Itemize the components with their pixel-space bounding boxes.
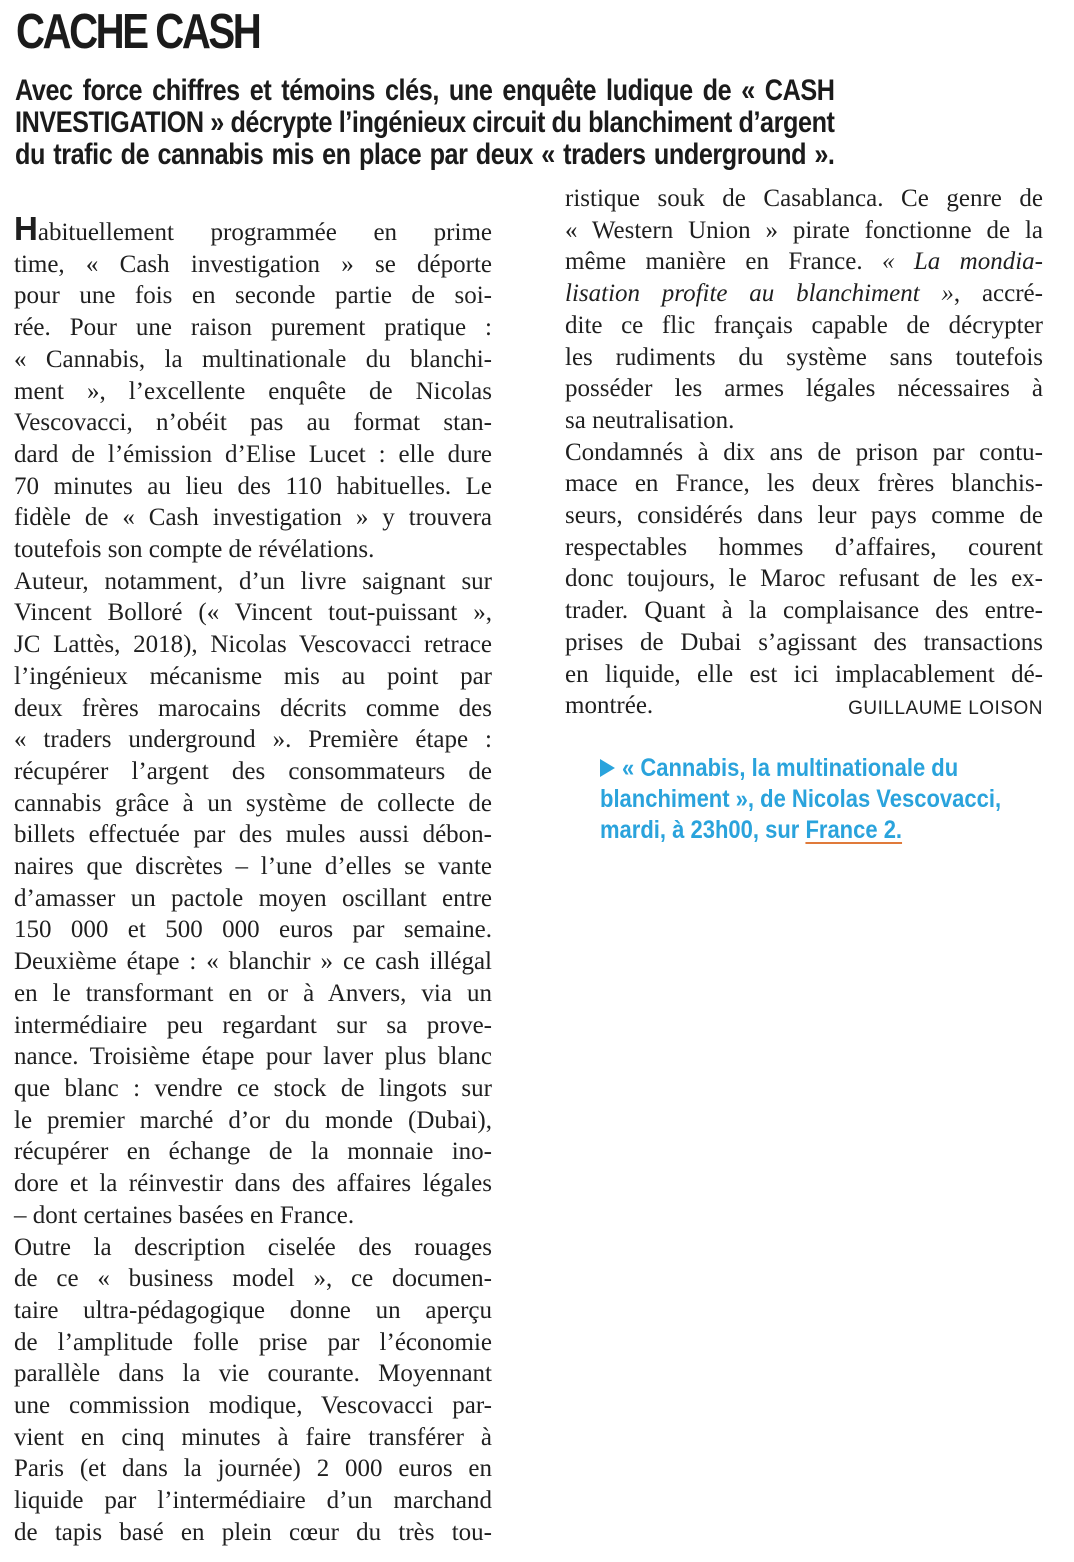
text-run: montrée. (565, 692, 654, 720)
text-line: de tapis basé en plein cœur du très tou- (14, 1518, 492, 1546)
text-line: nance. Troisième étape pour laver plus blanc (14, 1043, 492, 1071)
text-line: Paris (et dans la journée) 2 000 euros en (14, 1455, 492, 1483)
text-line: de l’amplitude folle prise par l’économie (14, 1328, 492, 1356)
text-line: en liquide, elle est ici implacablement dé- (565, 660, 1043, 688)
text-line: Condamnés à dix ans de prison par contu- (565, 438, 1043, 466)
text-line: dard de l’émission d’Elise Lucet : elle dure (14, 440, 492, 468)
text-line: ristique souk de Casablanca. Ce genre de (565, 185, 1043, 212)
lede-line: INVESTIGATION » décrypte l’ingénieux circuit du blanchiment d’argent (15, 106, 835, 139)
text-line: parallèle dans la vie courante. Moyennant (14, 1360, 492, 1388)
text-line: billets effectuée par des mules aussi débon- (14, 821, 492, 849)
text-line: donc toujours, le Maroc refusant de les ex- (565, 565, 1043, 593)
text-line: Auteur, notamment, d’un livre saignant sur (14, 567, 492, 595)
text-line: d’amasser un pactole moyen oscillant entre (14, 884, 492, 912)
text-line: que blanc : vendre ce stock de lingots sur (14, 1074, 492, 1102)
promo-text: « Cannabis, la multinationale du (622, 754, 959, 782)
text-line: rée. Pour une raison purement pratique : (14, 314, 492, 342)
text-line: 150 000 et 500 000 euros par semaine. (14, 916, 492, 944)
text-line: Vincent Bolloré (« Vincent tout-puissant », (14, 599, 492, 627)
text-line: mace en France, les deux frères blanchis- (565, 470, 1043, 498)
text-line: time, « Cash investigation » se déporte (14, 250, 492, 278)
text-line: dite ce flic français capable de décrypter (565, 311, 1043, 339)
lede-line: du trafic de cannabis mis en place par deux « traders underground ». (15, 138, 835, 171)
text-run: , accré- (953, 280, 1043, 308)
text-line (565, 690, 1043, 722)
text-line: en le transformant en or à Anvers, via un (14, 979, 492, 1007)
text-line: trader. Quant à la complaisance des entre- (565, 597, 1043, 625)
text-line: naires que discrètes – l’une d’elles se vante (14, 853, 492, 881)
drop-cap: H (14, 210, 38, 247)
text-line: fidèle de « Cash investigation » y trouvera (14, 504, 492, 532)
text-line: vient en cinq minutes à faire transférer à (14, 1423, 492, 1451)
text-line: « Cannabis, la multinationale du blanchi- (14, 345, 492, 373)
text-line: sa neutralisation. (565, 406, 735, 434)
text-line: JC Lattès, 2018), Nicolas Vescovacci retrace (14, 631, 492, 659)
text-line: Deuxième étape : « blanchir » ce cash illégal (14, 948, 492, 976)
quote-run: « La mondia- (882, 248, 1043, 276)
text-line: toutefois son compte de révélations. (14, 536, 375, 564)
text-line: respectables hommes d’affaires, courent (565, 533, 1043, 561)
text-line (14, 212, 492, 249)
text-run: même manière en France. (565, 248, 882, 276)
text-line: récupérer en échange de la monnaie ino- (14, 1138, 492, 1166)
text-line: récupérer l’argent des consommateurs de (14, 757, 492, 785)
text-line (565, 246, 1043, 278)
text-line: une commission modique, Vescovacci par- (14, 1392, 492, 1420)
text-line: Outre la description ciselée des rouages (14, 1233, 492, 1261)
text-line: 70 minutes au lieu des 110 habituelles. Le (14, 472, 492, 500)
text-line: le premier marché d’or du monde (Dubai), (14, 1106, 492, 1134)
text-line: les rudiments du système sans toutefois (565, 343, 1043, 371)
text-line: « traders underground ». Première étape : (14, 726, 492, 754)
channel-link[interactable]: France 2. (805, 816, 903, 844)
text-line: « Western Union » pirate fonctionne de la (565, 216, 1043, 244)
promo-box (600, 753, 1001, 846)
text-line: taire ultra-pédagogique donne un aperçu (14, 1296, 492, 1324)
article-lede (15, 75, 835, 171)
quote-run: lisation profite au blanchiment » (565, 280, 954, 308)
promo-line: blanchiment », de Nicolas Vescovacci, (600, 785, 1002, 813)
play-triangle-icon (600, 759, 615, 777)
text-line: de ce « business model », ce documen- (14, 1265, 492, 1293)
text-line: pour une fois en seconde partie de soi- (14, 282, 492, 310)
text-line: intermédiaire peu regardant sur sa prove- (14, 1011, 492, 1039)
text-line: cannabis grâce à un système de collecte de (14, 789, 492, 817)
promo-line (600, 753, 1001, 784)
text-line: posséder les armes légales nécessaires à (565, 375, 1043, 403)
text-line: liquide par l’intermédiaire d’un marchand (14, 1487, 492, 1515)
byline: GUILLAUME LOISON (848, 698, 1043, 720)
left-column (14, 212, 492, 1549)
text-line: prises de Dubai s’agissant des transactions (565, 628, 1043, 656)
promo-text: mardi, à 23h00, sur (600, 816, 806, 844)
text-line (565, 278, 1043, 310)
text-line: dore et la réinvestir dans des affaires légales (14, 1170, 492, 1198)
text-line: Vescovacci, n’obéit pas au format stan- (14, 409, 492, 437)
text-line: – dont certaines basées en France. (14, 1201, 355, 1229)
article-title: CACHE CASH (16, 5, 260, 59)
promo-line (600, 815, 1001, 846)
text-line: seurs, considérés dans leur pays comme de (565, 502, 1043, 530)
lede-line: Avec force chiffres et témoins clés, une enquête ludique de « CASH (15, 74, 835, 107)
text-line: ment », l’excellente enquête de Nicolas (14, 377, 492, 405)
right-column (565, 183, 1043, 725)
text-run: abituellement programmée en prime (37, 219, 492, 246)
text-line: deux frères marocains décrits comme des (14, 694, 492, 722)
text-line: l’ingénieux mécanisme mis au point par (14, 662, 492, 690)
